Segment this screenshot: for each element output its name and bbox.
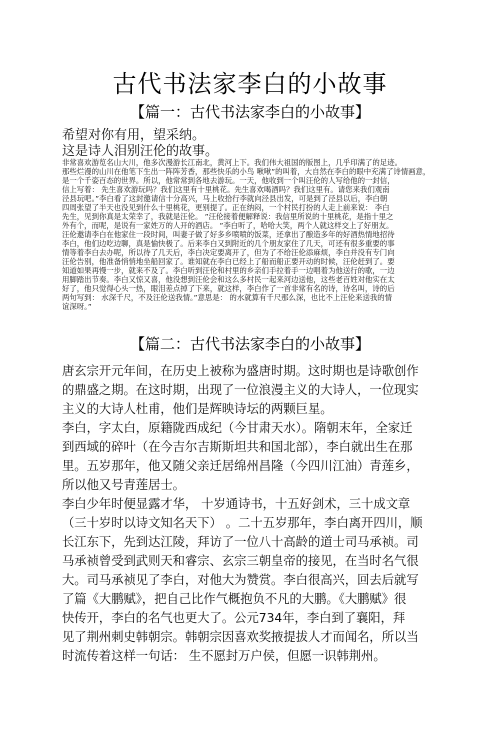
section-1-subtitle: 这是诗人泪别汪伦的故事。: [62, 144, 219, 159]
section-2-line: 马承祯曾受到武则天和睿宗、玄宗三朝皇帝的接见，在当时名气很: [62, 554, 419, 568]
section-1-line: 外有个，而呢，是说有一家姓万的人开的酒店。 ”李白听了，哈哈大笑，两个人就这样交上了好朋友。: [62, 221, 394, 230]
section-1-line: 李白，他们边吃边聊，真是愉快极了。后来李白又到附近的几个朋友家住了几天，可还有很多重要的事: [62, 239, 395, 248]
section-1-line: 非常喜欢游览名山大川，他多次漫游长江南北，黄河上下。我们伟大祖国的版图上，几乎印满了的足迹。: [62, 158, 402, 167]
section-2-line: 里。五岁那年，他又随父亲迁居绵州昌隆（今四川江油）青莲乡，: [62, 459, 419, 473]
section-1-line: 两句写到： 水深千尺，不及汪伦送我情。”意思是： 的水就算有千尺那么深，也比不上汪伦来送我的情: [62, 293, 393, 302]
section-1-line: 是一个千姿百态的世界。所以，他常常到各地去游玩。一天，他收到一个叫汪伦的人写给他的一封信，: [62, 176, 395, 185]
section-1-line: 好了，他只觉得心头一热，眼泪差点掉了下来，就这样，李白作了一首非常有名的诗，诗名叫，诗的后: [62, 284, 395, 293]
section-1-heading: 【篇一：古代书法家李白的小故事】: [129, 103, 370, 121]
section-1-line: 四周张望了半天也没见到什么十里桃花，更别提了。正在纳闷，一个村民打扮的人走上前来说： 李白: [62, 203, 390, 212]
section-2-heading: 【篇二：古代书法家李白的小故事】: [129, 335, 370, 353]
section-1-line: 汪伦告别，他准备悄悄地坐船回家了。谁知就在李白已经上了船而船正要开动的时候，汪伦赶到了。要: [62, 257, 395, 266]
section-1-line: 汪伦邀请李白在他家住一段时间，叫妻子做了好多乡喷喷的饭菜，还拿出了酿造多年的好酒热情地招待: [62, 230, 395, 239]
section-2-line: 了篇《大鹏赋》，把自己比作气概抱负不凡的大鹏。《大鹏赋》很: [62, 592, 407, 606]
section-2-line: 李白少年时便显露才华， 十岁通诗书，十五好剑术，三十成文章: [62, 497, 411, 511]
section-1-line: 知道如果再慢一步，就来不及了。李白听到汪伦和村里的乡亲们手拉着手一边唱着为他送行的歌，一边: [62, 266, 395, 275]
section-2-line: 快传开，李白的名气也更大了。公元734年，李白到了襄阳，拜: [62, 611, 406, 625]
section-2-line: 大。司马承祯见了李白，对他大为赞赏。李白很高兴，回去后就写: [62, 573, 419, 587]
section-2-line: 时流传着这样一句话： 生不愿封万户侯，但愿一识韩荆州。: [62, 649, 386, 663]
section-1-intro: 希望对你有用，望采纳。: [62, 128, 206, 143]
section-2-line: 见了荆州刺史韩朝宗。韩朝宗因喜欢奖掖提拔人才而闻名，所以当: [62, 630, 419, 644]
section-2-line: 唐玄宗开元年间，在历史上被称为盛唐时期。这时期也是诗歌创作: [62, 364, 419, 378]
page-title: 古代书法家李白的小故事: [112, 70, 388, 98]
section-2-line: 长江东下，先到达江陵，拜访了一位八十高龄的道士司马承祯。司: [62, 535, 419, 549]
section-2-line: （三十岁时以诗文知名天下） 。二十五岁那年，李白离开四川，顺: [62, 516, 423, 530]
section-1-line: 谊深呀。”: [62, 302, 92, 311]
section-1-line: 信上写着： 先生喜欢游玩吗？我们这里有十里桃花。先生喜欢喝酒吗？我们这里有。请您来我们观南: [62, 185, 390, 194]
section-1-line: 情等着李白去办呢，所以待了几天后，李白决定要离开了，但为了不给汪伦添麻烦，李白并没有专门向: [62, 248, 395, 257]
section-1-line: 先生，见到你真是太荣幸了，我就是汪伦。 ”汪伦接着便解释说：我信里所说的十里桃花，是指十里之: [62, 212, 394, 221]
section-2-line: 主义的大诗人杜甫，他们是辉映诗坛的两颗巨星。: [62, 402, 333, 416]
section-1-line: 那些烂漫的山川在他笔下生出一阵阵芳香，那些快乐的小鸟 啾啾”的叫着，大自然在李白的眼中充满了诗情画意，: [62, 167, 431, 176]
section-2-line: 所以他又号青莲居士。: [62, 478, 185, 492]
section-2-line: 的鼎盛之期。在这时期，出现了一位浪漫主义的大诗人，一位现实: [62, 383, 419, 397]
section-1-line: 用脚踏出节奏。李白又惊又喜，他没想到汪伦会和这么多村民一起来河边送他，这些老百姓对他实在太: [62, 275, 395, 284]
section-2-line: 李白，字太白，原籍陇西成纪（今甘肃天水）。隋朝末年，全家迁: [62, 421, 413, 435]
section-1-line: 泾县玩吧。”李白看了这封邀请信十分高兴，马上收拾行李就向泾县出发，可是到了泾县以后，李白朝: [62, 194, 388, 203]
section-2-line: 到西域的碎叶（在今吉尔吉斯斯坦共和国北部），李白就出生在那: [62, 440, 413, 454]
